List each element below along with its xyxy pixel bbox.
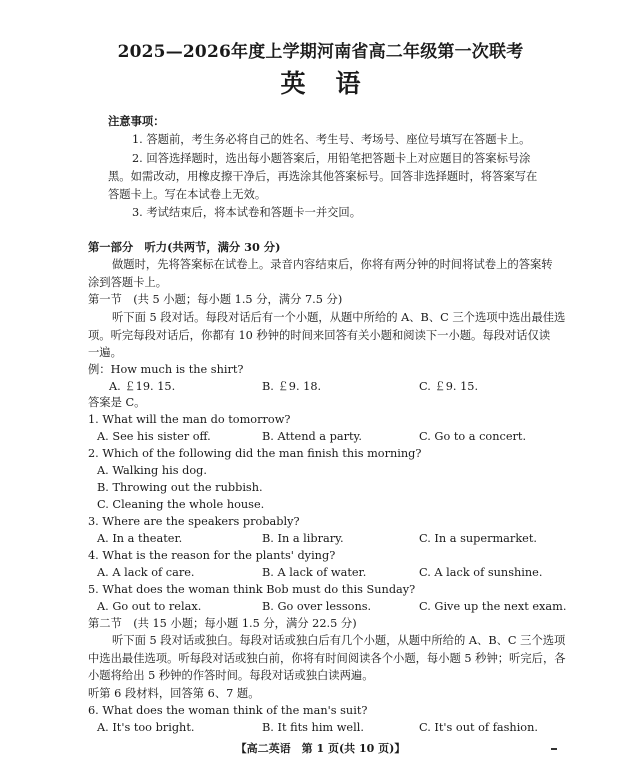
question-2: 2. Which of the following did the man finish this morning? xyxy=(88,447,422,460)
example-question: 例：How much is the shirt? xyxy=(88,363,244,376)
q5-option-b: B. Go over lessons. xyxy=(262,600,372,613)
q4-option-c: C. A lack of sunshine. xyxy=(419,566,543,579)
question-3: 3. Where are the speakers probably? xyxy=(88,515,300,528)
subject-title: 英语 xyxy=(280,69,391,98)
section1-heading: 第一节 (共 5 小题；每小题 1.5 分，满分 7.5 分) xyxy=(88,293,343,306)
example-option-b: B. ￡9. 18. xyxy=(262,380,322,393)
question-5: 5. What does the woman think Bob must do this Sunday? xyxy=(88,583,416,596)
notice-line-1: 1. 答题前，考生务必将自己的姓名、考生号、考场号、座位号填写在答题卡上。 xyxy=(132,133,531,146)
q2-option-a: A. Walking his dog. xyxy=(97,464,208,477)
corner-mark xyxy=(551,748,557,750)
question-6: 6. What does the woman think of the man's suit? xyxy=(88,704,368,717)
section2-material: 听第 6 段材料，回答第 6、7 题。 xyxy=(88,687,260,700)
notice-heading: 注意事项： xyxy=(108,114,165,128)
q1-option-c: C. Go to a concert. xyxy=(419,430,527,443)
part1-intro-2: 涂到答题卡上。 xyxy=(88,276,168,289)
q3-option-c: C. In a supermarket. xyxy=(419,532,537,545)
section1-instr-1: 听下面 5 段对话。每段对话后有一个小题，从题中所给的 A、B、C 三个选项中选出最佳选 xyxy=(112,311,566,324)
notice-line-2: 2. 回答选择题时，选出每小题答案后，用铅笔把答题卡上对应题目的答案标号涂 xyxy=(132,152,531,165)
notice-line-4: 答题卡上。写在本试卷上无效。 xyxy=(108,188,267,201)
question-1: 1. What will the man do tomorrow? xyxy=(88,413,291,426)
q1-option-b: B. Attend a party. xyxy=(262,430,363,443)
section2-instr-2: 中选出最佳选项。听每段对话或独白前，你将有时间阅读各个小题，每小题 5 秒钟；听完后，各 xyxy=(88,652,566,665)
example-option-a: A. ￡19. 15. xyxy=(109,380,176,393)
q5-option-c: C. Give up the next exam. xyxy=(419,600,567,613)
section2-instr-3: 小题将给出 5 秒钟的作答时间。每段对话或独白读两遍。 xyxy=(88,669,374,682)
q1-option-a: A. See his sister off. xyxy=(97,430,211,443)
question-4: 4. What is the reason for the plants' dying? xyxy=(88,549,336,562)
notice-line-5: 3. 考试结束后，将本试卷和答题卡一并交回。 xyxy=(132,206,362,219)
section1-instr-2: 项。听完每段对话后，你都有 10 秒钟的时间来回答有关小题和阅读下一小题。每段对话仅读 xyxy=(88,329,551,342)
section2-instr-1: 听下面 5 段对话或独白。每段对话或独白后有几个小题，从题中所给的 A、B、C 三个选项 xyxy=(112,634,566,647)
part1-intro-1: 做题时，先将答案标在试卷上。录音内容结束后，你将有两分钟的时间将试卷上的答案转 xyxy=(112,258,553,271)
q2-option-b: B. Throwing out the rubbish. xyxy=(97,481,263,494)
part1-heading: 第一部分 听力(共两节，满分 30 分) xyxy=(88,240,281,254)
q4-option-b: B. A lack of water. xyxy=(262,566,367,579)
q6-option-a: A. It's too bright. xyxy=(97,721,195,734)
q6-option-b: B. It fits him well. xyxy=(262,721,364,734)
notice-line-3: 黑。如需改动，用橡皮擦干净后，再选涂其他答案标号。回答非选择题时，将答案写在 xyxy=(108,170,538,183)
q5-option-a: A. Go out to relax. xyxy=(97,600,202,613)
section1-instr-3: 一遍。 xyxy=(88,346,122,359)
example-option-c: C. ￡9. 15. xyxy=(419,380,479,393)
section2-heading: 第二节 (共 15 小题；每小题 1.5 分，满分 22.5 分) xyxy=(88,617,357,630)
q3-option-b: B. In a library. xyxy=(262,532,344,545)
q6-option-c: C. It's out of fashion. xyxy=(419,721,538,734)
q3-option-a: A. In a theater. xyxy=(97,532,183,545)
exam-title: 2025—2026年度上学期河南省高二年级第一次联考 xyxy=(117,42,524,62)
example-answer: 答案是 C。 xyxy=(88,396,146,409)
q2-option-c: C. Cleaning the whole house. xyxy=(97,498,265,511)
page-footer: 【高二英语 第 1 页(共 10 页)】 xyxy=(235,742,406,755)
q4-option-a: A. A lack of care. xyxy=(97,566,195,579)
